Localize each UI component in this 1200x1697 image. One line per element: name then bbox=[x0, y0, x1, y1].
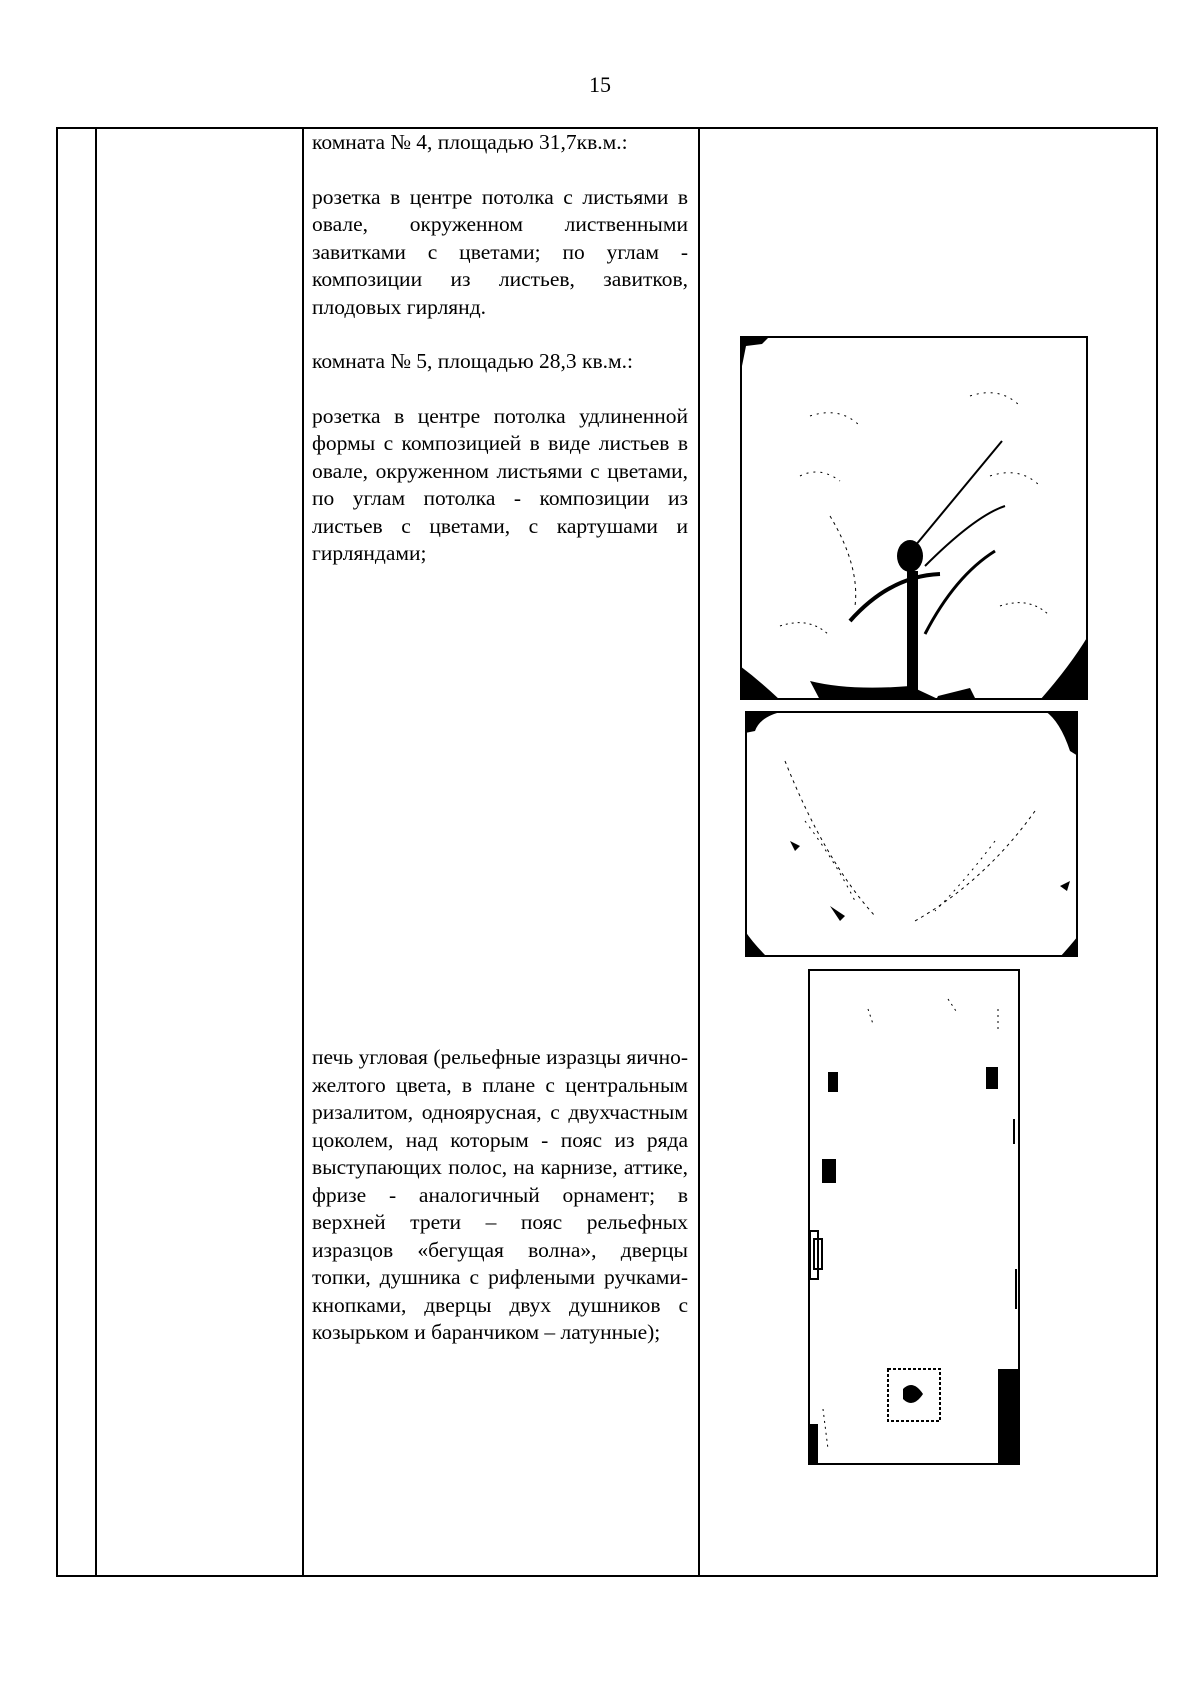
document-table bbox=[56, 127, 1158, 1577]
room-4-heading: комната № 4, площадью 31,7кв.м.: bbox=[312, 130, 628, 154]
stove-description-block bbox=[312, 1044, 688, 1347]
description-column bbox=[312, 129, 688, 568]
tiled-stove-photo bbox=[808, 969, 1020, 1465]
column-divider-3 bbox=[698, 129, 700, 1575]
column-divider-2 bbox=[302, 129, 304, 1575]
ceiling-corner-photo bbox=[745, 711, 1078, 957]
ceiling-rosette-image bbox=[740, 336, 1088, 700]
ceiling-corner-image bbox=[745, 711, 1078, 957]
ceiling-rosette-photo bbox=[740, 336, 1088, 700]
stove-description: печь угловая (рельефные изразцы яично-желтого цвета, в плане с центральным ризалитом, одноярусная, с двухчастным цоколем, над которым - пояс из ряда выступающих полос, на карнизе, аттике, фризе - аналогичный орнамент; в верхней трети – пояс рельефных изразцов «бегущая волна», дверцы топки, душника с рифлеными ручками-кнопками, дверцы двух душников с козырьком и баранчиком – латунные); bbox=[312, 1045, 688, 1344]
room-4-description: розетка в центре потолка с листьями в овале, окруженном лиственными завитками с цветами; по углам - композиции из листьев, завитков, плодовых гирлянд. bbox=[312, 184, 688, 319]
room-5-heading: комната № 5, площадью 28,3 кв.м.: bbox=[312, 349, 633, 373]
column-divider-1 bbox=[95, 129, 97, 1575]
room-5-description: розетка в центре потолка удлиненной формы с композицией в виде листьев в овале, окруженном листьями с цветами, по углам потолка - композиции из листьев с цветами, с картушами и гирляндами; bbox=[312, 403, 688, 565]
tiled-stove-image bbox=[808, 969, 1020, 1465]
page-number: 15 bbox=[589, 72, 611, 97]
